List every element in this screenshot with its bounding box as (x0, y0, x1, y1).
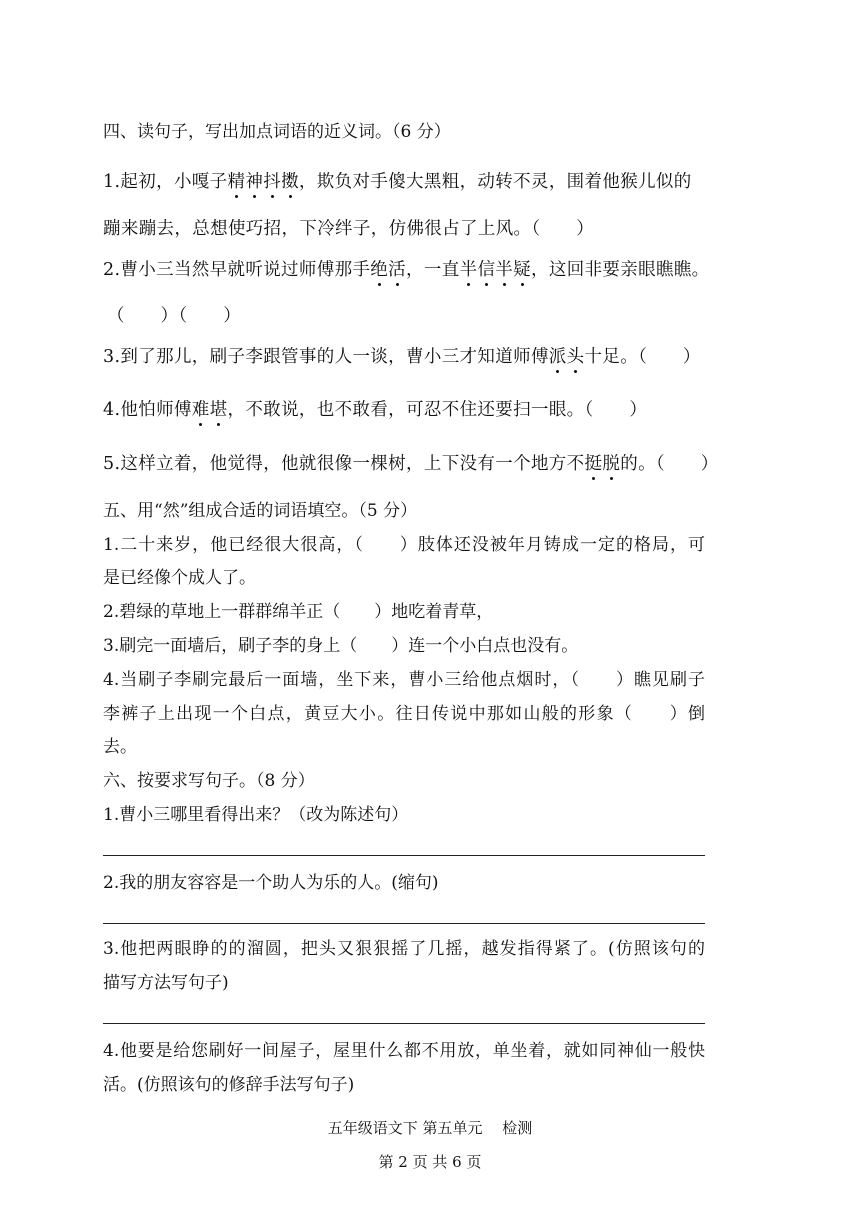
footer-page-number: 第 2 页 共 6 页 (378, 1153, 482, 1171)
s5-question-2: 2.碧绿的草地上一群群绵羊正（ ）地吃着青草， (103, 602, 494, 622)
dotted-char: 堪 (209, 400, 228, 420)
s6-question-3-line-1: 3.他把两眼睁的的溜圆，把头又狠狠摇了几摇，越发指得紧了。(仿照该句的 (103, 939, 705, 959)
dotted-char: 活 (388, 260, 407, 280)
s4-question-3 (103, 345, 713, 369)
s6-q2-answer-line[interactable] (103, 923, 705, 924)
s4-question-2-line-1 (103, 258, 713, 282)
s5-question-4-line-2: 李裤子上出现一个白点，黄豆大小。往日传说中那如山般的形象（ ）倒 (103, 704, 705, 724)
section-6-heading: 六、按要求写句子。（8 分） (103, 771, 315, 791)
s4-question-2-answer-blanks: （ ）（ ） (107, 306, 242, 326)
dotted-char: 精 (227, 172, 246, 192)
dotted-char: 半 (495, 260, 514, 280)
s4-q2-text-b: ，一直 (406, 260, 460, 280)
section-4-heading: 四、读句子，写出加点词语的近义词。（6 分） (103, 122, 451, 142)
s6-question-4-line-2: 活。(仿照该句的修辞手法写句子) (103, 1075, 355, 1095)
s4-q5-text-b: 的。（ ） (620, 454, 719, 474)
dotted-char: 抖 (263, 172, 282, 192)
s4-question-5 (103, 452, 719, 476)
dotted-char: 难 (191, 400, 210, 420)
s4-q1-text-a: 1.起初，小嘎子 (103, 172, 228, 192)
s5-question-4-line-3: 去。 (103, 737, 137, 757)
s4-q1-text-b: ，欺负对手傻大黑粗，动转不灵，围着他猴儿似的 (298, 172, 692, 192)
s4-q3-text-b: 十足。（ ） (584, 347, 701, 367)
dotted-char: 疑 (513, 260, 532, 280)
s4-question-4 (103, 398, 713, 422)
dotted-char: 半 (459, 260, 478, 280)
dotted-char: 信 (477, 260, 496, 280)
s4-q2-text-a: 2.曹小三当然早就听说过师傅那手 (103, 260, 371, 280)
dotted-char: 挺 (584, 454, 603, 474)
s6-question-1: 1.曹小三哪里看得出来？（改为陈述句） (103, 805, 409, 825)
s4-question-1-line-2: 蹦来蹦去，总想使巧招，下冷绊子，仿佛很占了上风。（ ） (103, 219, 595, 239)
dotted-char: 绝 (370, 260, 389, 280)
dotted-char: 派 (548, 347, 567, 367)
s6-q3-answer-line[interactable] (103, 1023, 705, 1024)
dotted-char: 擞 (281, 172, 299, 192)
s6-q1-answer-line[interactable] (103, 855, 705, 856)
s5-question-1-line-2: 是已经像个成人了。 (103, 568, 256, 588)
s4-question-1-line-1 (103, 170, 713, 194)
s4-q4-text-a: 4.他怕师傅 (103, 400, 192, 420)
s5-question-1-line-1: 1.二十来岁，他已经很大很高，（ ）肢体还没被年月铸成一定的格局，可 (103, 535, 705, 555)
dotted-char: 神 (245, 172, 264, 192)
s4-q4-text-b: ，不敢说，也不敢看，可忍不住还要扫一眼。（ ） (227, 400, 648, 420)
s5-question-4-line-1: 4.当刷子李刷完最后一面墙，坐下来，曹小三给他点烟时，（ ）瞧见刷子 (103, 670, 705, 690)
s6-question-4-line-1: 4.他要是给您刷好一间屋子，屋里什么都不用放，单坐着，就如同神仙一般快 (103, 1041, 705, 1061)
dotted-char: 头 (566, 347, 585, 367)
s5-question-3: 3.刷完一面墙后，刷子李的身上（ ）连一个小白点也没有。 (103, 636, 579, 656)
s4-q2-text-c: ，这回非要亲眼瞧瞧。 (531, 260, 710, 280)
dotted-char: 脱 (602, 454, 621, 474)
section-5-heading: 五、用“然”组成合适的词语填空。（5 分） (103, 501, 418, 521)
footer-title: 五年级语文下 第五单元 检测 (327, 1119, 533, 1137)
s4-q3-text-a: 3.到了那儿，刷子李跟管事的人一谈，曹小三才知道师傅 (103, 347, 549, 367)
s6-question-3-line-2: 描写方法写句子) (103, 973, 229, 993)
s6-question-2: 2.我的朋友容容是一个助人为乐的人。(缩句) (103, 873, 439, 893)
s4-q5-text-a: 5.这样立着，他觉得，他就很像一棵树，上下没有一个地方不 (103, 454, 585, 474)
